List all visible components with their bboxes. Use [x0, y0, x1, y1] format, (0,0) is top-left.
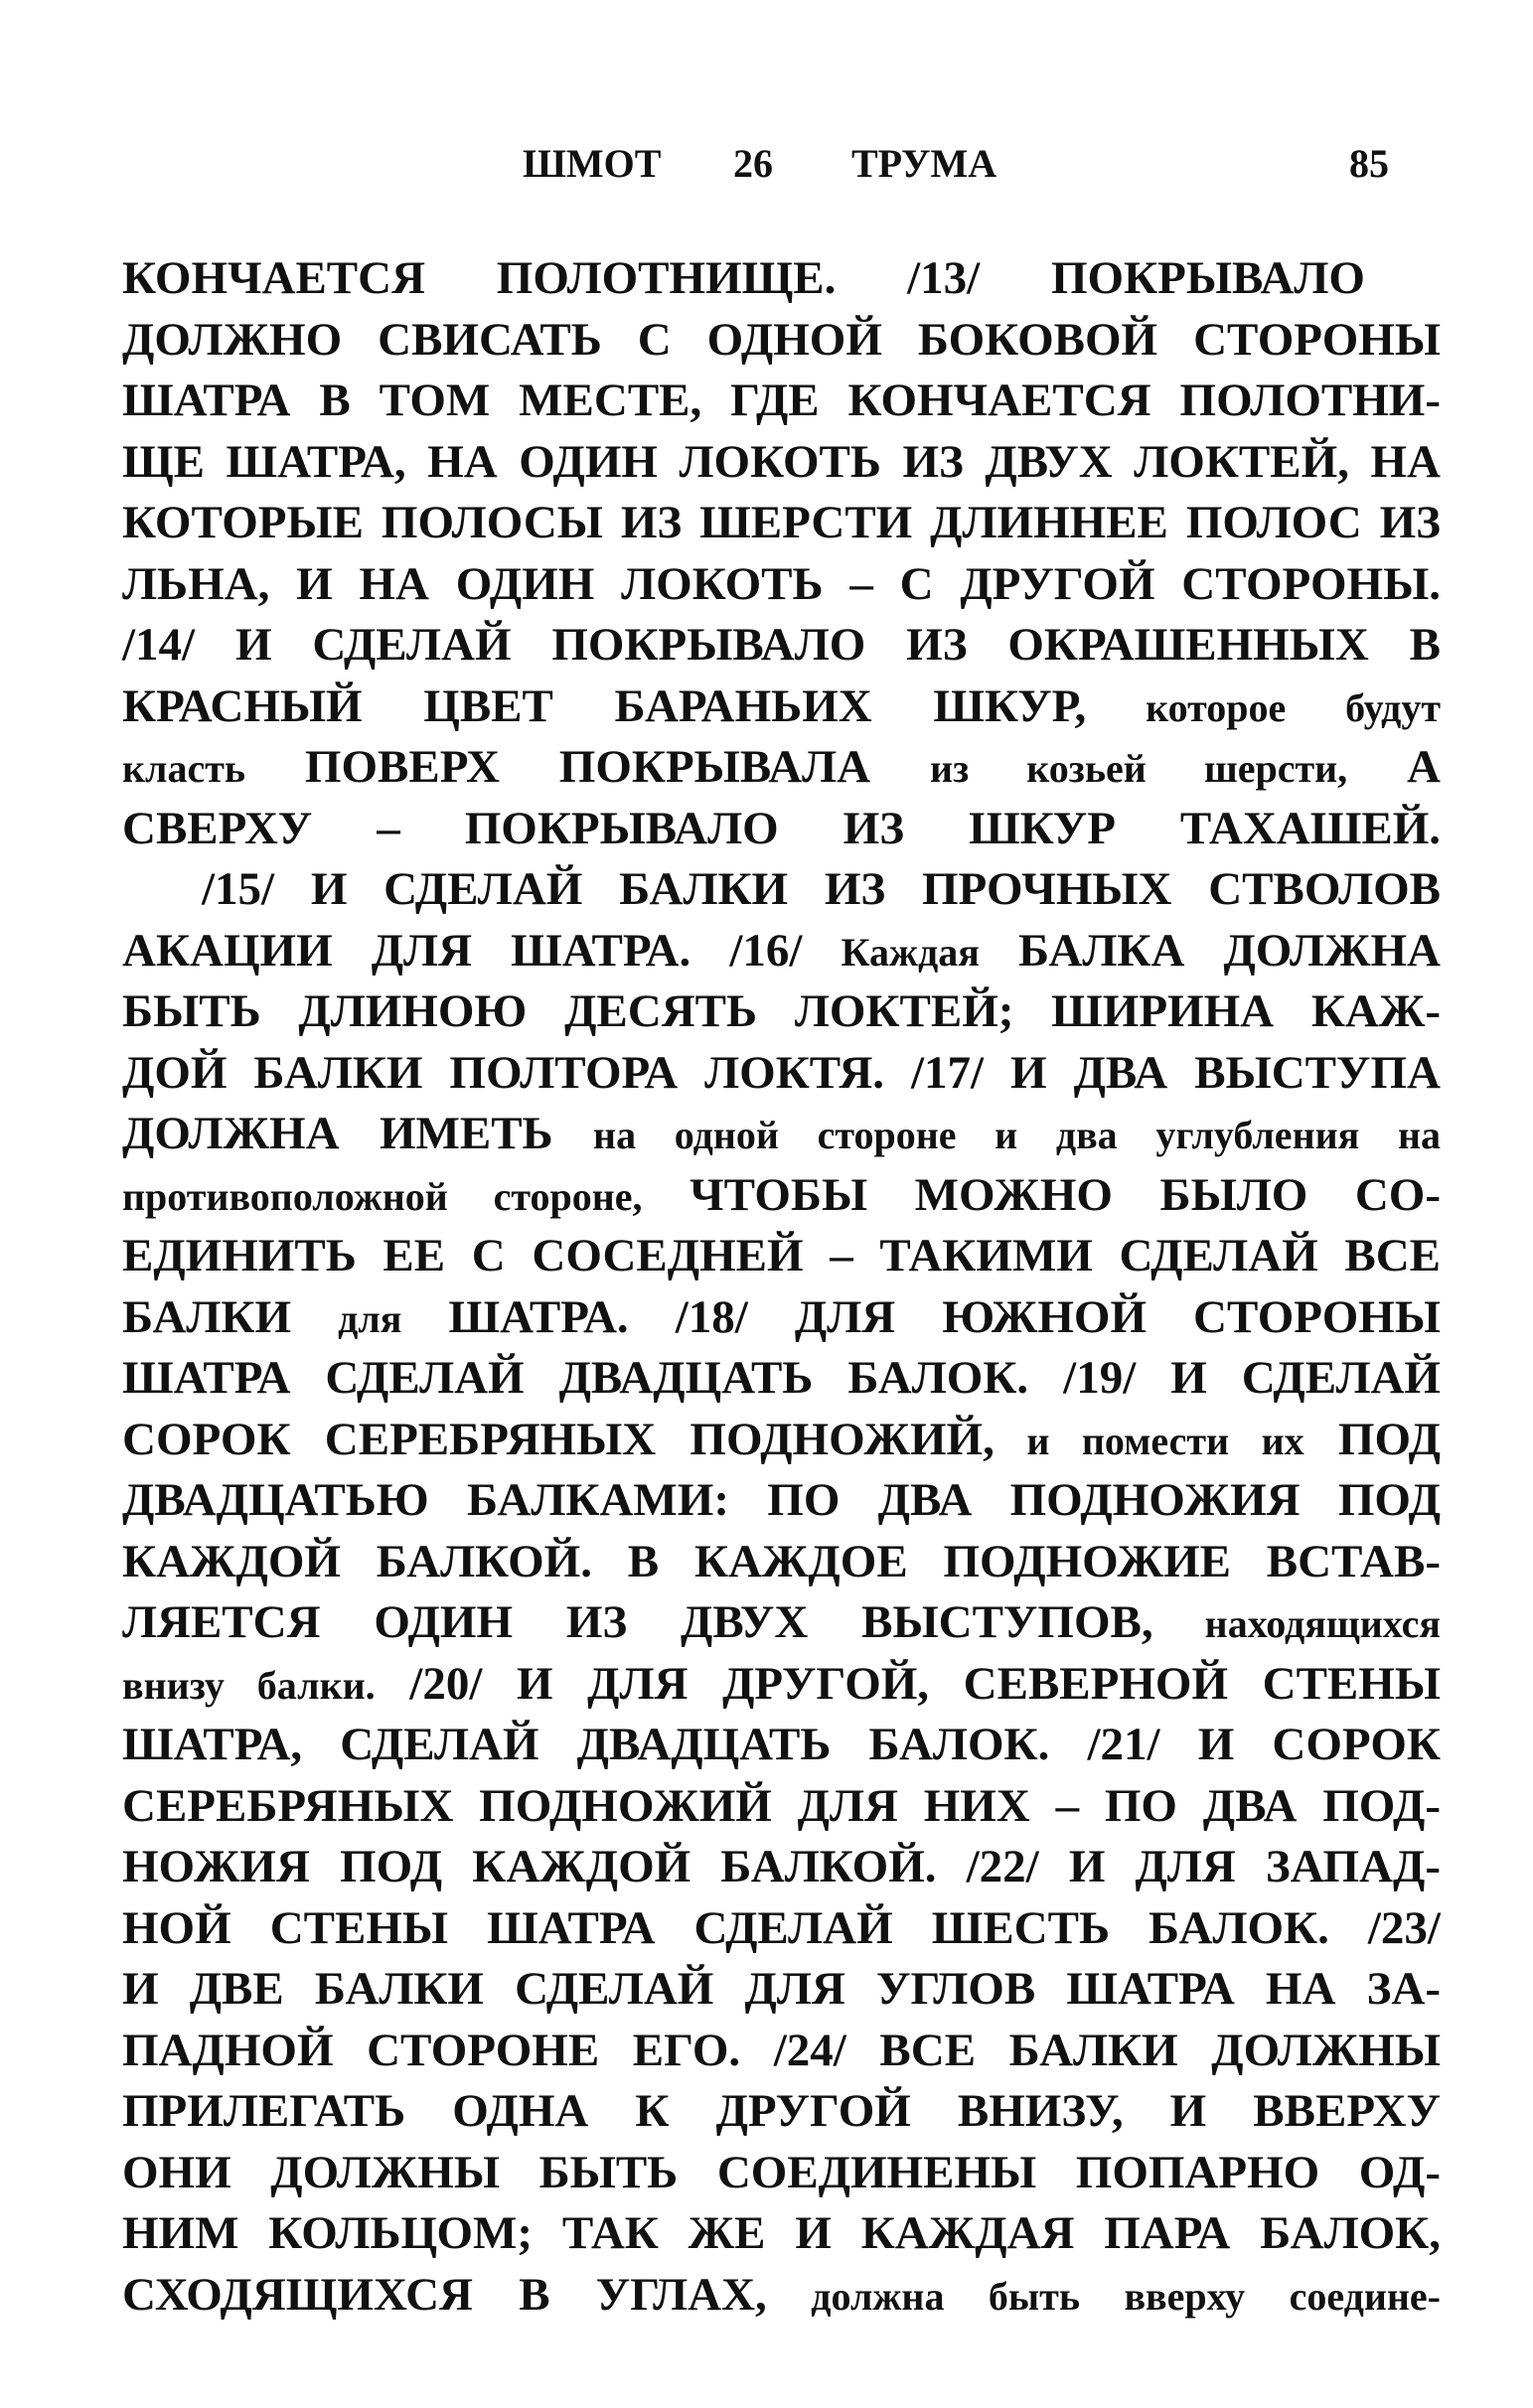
text-line: [122, 1959, 1441, 2021]
text-line: [122, 2265, 1441, 2327]
text-segment: НОЙ СТЕНЫ ШАТРА СДЕЛАЙ ШЕСТЬ БАЛОК. /23/: [122, 1901, 1441, 1954]
text-line: [122, 2203, 1441, 2265]
text-segment: КОТОРЫЕ ПОЛОСЫ ИЗ ШЕРСТИ ДЛИННЕЕ ПОЛОС ИЗ: [122, 497, 1441, 548]
text-segment: ШАТРА. /18/ ДЛЯ ЮЖНОЙ СТОРОНЫ: [401, 1290, 1441, 1343]
text-segment: ЛЬНА, И НА ОДИН ЛОКОТЬ – С ДРУГОЙ СТОРОНЫ.: [122, 557, 1441, 610]
text-segment: БАЛКИ: [122, 1290, 339, 1343]
text-segment: ПАДНОЙ СТОРОНЕ ЕГО. /24/ ВСЕ БАЛКИ ДОЛЖНЫ: [122, 2024, 1441, 2076]
text-line: [122, 921, 1441, 982]
header-chapter-number: 26: [733, 141, 773, 186]
text-segment: должна быть вверху соедине-: [766, 2273, 1441, 2319]
text-segment: СОРОК СЕРЕБРЯНЫХ ПОДНОЖИЙ,: [122, 1413, 995, 1465]
text-line: [122, 1532, 1441, 1593]
text-segment: внизу балки.: [122, 1662, 376, 1708]
text-segment: ЕДИНИТЬ ЕЕ С СОСЕДНЕЙ – ТАКИМИ СДЕЛАЙ ВСЕ: [122, 1230, 1441, 1281]
text-line: [122, 248, 1441, 310]
text-line: [122, 1348, 1441, 1410]
text-segment: КОНЧАЕТСЯ ПОЛОТНИЩЕ. /13/ ПОКРЫВАЛО: [122, 252, 1365, 304]
text-segment: для: [338, 1295, 402, 1341]
text-line: [122, 859, 1441, 921]
text-segment: ПОД: [1303, 1413, 1441, 1465]
text-line: [122, 1410, 1441, 1471]
text-segment: /14/ И СДЕЛАЙ ПОКРЫВАЛО ИЗ ОКРАШЕННЫХ В: [122, 619, 1441, 671]
text-line: [122, 1165, 1441, 1227]
text-segment: СЕРЕБРЯНЫХ ПОДНОЖИЙ ДЛЯ НИХ – ПО ДВА ПОД-: [122, 1779, 1441, 1832]
text-line: [122, 1776, 1441, 1838]
text-segment: СХОДЯЩИХСЯ В УГЛАХ,: [122, 2268, 767, 2321]
header-book-title: ШМОТ: [523, 141, 662, 186]
header-portion-title: ТРУМА: [851, 141, 997, 186]
text-segment: И ДВЕ БАЛКИ СДЕЛАЙ ДЛЯ УГЛОВ ШАТРА НА ЗА-: [122, 1963, 1441, 2015]
text-segment: и помести их: [994, 1418, 1304, 1463]
text-segment: НОЖИЯ ПОД КАЖДОЙ БАЛКОЙ. /22/ И ДЛЯ ЗАПАД-: [122, 1841, 1441, 1892]
text-segment: противоположной стороне,: [122, 1173, 643, 1219]
text-line: [122, 1226, 1441, 1287]
text-segment: КРАСНЫЙ ЦВЕТ БАРАНЬИХ ШКУР,: [122, 679, 1087, 732]
text-line: [122, 310, 1441, 372]
text-line: [122, 799, 1441, 860]
text-line: [122, 493, 1441, 554]
text-line: [122, 1287, 1441, 1349]
text-segment: БАЛКА ДОЛЖНА: [979, 924, 1442, 977]
text-segment: ПОВЕРХ ПОКРЫВАЛА: [245, 741, 931, 793]
text-line: [122, 554, 1441, 616]
text-segment: КАЖДОЙ БАЛКОЙ. В КАЖДОЕ ПОДНОЖИЕ ВСТАВ-: [122, 1535, 1441, 1587]
text-line: [122, 1592, 1441, 1654]
text-segment: ДОЙ БАЛКИ ПОЛТОРА ЛОКТЯ. /17/ И ДВА ВЫСТУПА: [122, 1046, 1441, 1099]
text-segment: ДВАДЦАТЬЮ БАЛКАМИ: ПО ДВА ПОДНОЖИЯ ПОД: [122, 1474, 1441, 1526]
text-segment: НИМ КОЛЬЦОМ; ТАК ЖЕ И КАЖДАЯ ПАРА БАЛОК,: [122, 2207, 1441, 2259]
text-line: [122, 2143, 1441, 2204]
text-line: [122, 1898, 1441, 1960]
text-line: [122, 1654, 1441, 1716]
text-segment: ШАТРА, СДЕЛАЙ ДВАДЦАТЬ БАЛОК. /21/ И СОРОК: [122, 1719, 1441, 1770]
text-segment: на одной стороне и два углубления на: [593, 1113, 1441, 1157]
text-line: [122, 2021, 1441, 2082]
text-segment: класть: [122, 746, 246, 791]
text-segment: ЛЯЕТСЯ ОДИН ИЗ ДВУХ ВЫСТУПОВ,: [122, 1596, 1153, 1648]
text-line: [122, 1104, 1441, 1165]
text-segment: которое будут: [1086, 684, 1441, 730]
text-segment: ПРИЛЕГАТЬ ОДНА К ДРУГОЙ ВНИЗУ, И ВВЕРХУ: [122, 2085, 1441, 2137]
text-line: [122, 1470, 1441, 1532]
text-segment: ШАТРА СДЕЛАЙ ДВАДЦАТЬ БАЛОК. /19/ И СДЕЛАЙ: [122, 1352, 1441, 1404]
text-line: [122, 2081, 1441, 2143]
text-segment: находящихся: [1152, 1601, 1441, 1646]
text-segment: А: [1347, 741, 1441, 793]
text-segment: ШАТРА В ТОМ МЕСТЕ, ГДЕ КОНЧАЕТСЯ ПОЛОТНИ-: [122, 375, 1441, 426]
text-segment: ЧТОБЫ МОЖНО БЫЛО СО-: [642, 1168, 1441, 1221]
page-number: 85: [1349, 141, 1389, 186]
text-segment: из козьей шерсти,: [930, 746, 1348, 791]
text-line: [122, 1043, 1441, 1105]
text-line: [122, 677, 1441, 738]
text-segment: Каждая: [841, 929, 980, 975]
body-text: [122, 248, 1441, 2326]
text-segment: БЫТЬ ДЛИНОЮ ДЕСЯТЬ ЛОКТЕЙ; ШИРИНА КАЖ-: [122, 985, 1441, 1037]
text-line: [122, 1715, 1441, 1776]
text-segment: ОНИ ДОЛЖНЫ БЫТЬ СОЕДИНЕНЫ ПОПАРНО ОД-: [122, 2146, 1441, 2198]
text-segment: АКАЦИИ ДЛЯ ШАТРА. /16/: [122, 924, 842, 977]
text-line: [122, 981, 1441, 1043]
text-segment: СВЕРХУ – ПОКРЫВАЛО ИЗ ШКУР ТАХАШЕЙ.: [122, 802, 1441, 854]
text-line: [122, 371, 1441, 432]
text-line: [122, 615, 1441, 677]
text-segment: ЩЕ ШАТРА, НА ОДИН ЛОКОТЬ ИЗ ДВУХ ЛОКТЕЙ, НА: [122, 435, 1441, 488]
text-line: [122, 432, 1441, 494]
text-segment: /20/ И ДЛЯ ДРУГОЙ, СЕВЕРНОЙ СТЕНЫ: [375, 1657, 1441, 1710]
text-line: [122, 1837, 1441, 1898]
text-segment: ДОЛЖНО СВИСАТЬ С ОДНОЙ БОКОВОЙ СТОРОНЫ: [122, 313, 1441, 366]
text-segment: ДОЛЖНА ИМЕТЬ: [122, 1108, 594, 1159]
text-line: [122, 737, 1441, 799]
text-segment: /15/ И СДЕЛАЙ БАЛКИ ИЗ ПРОЧНЫХ СТВОЛОВ: [202, 863, 1441, 915]
